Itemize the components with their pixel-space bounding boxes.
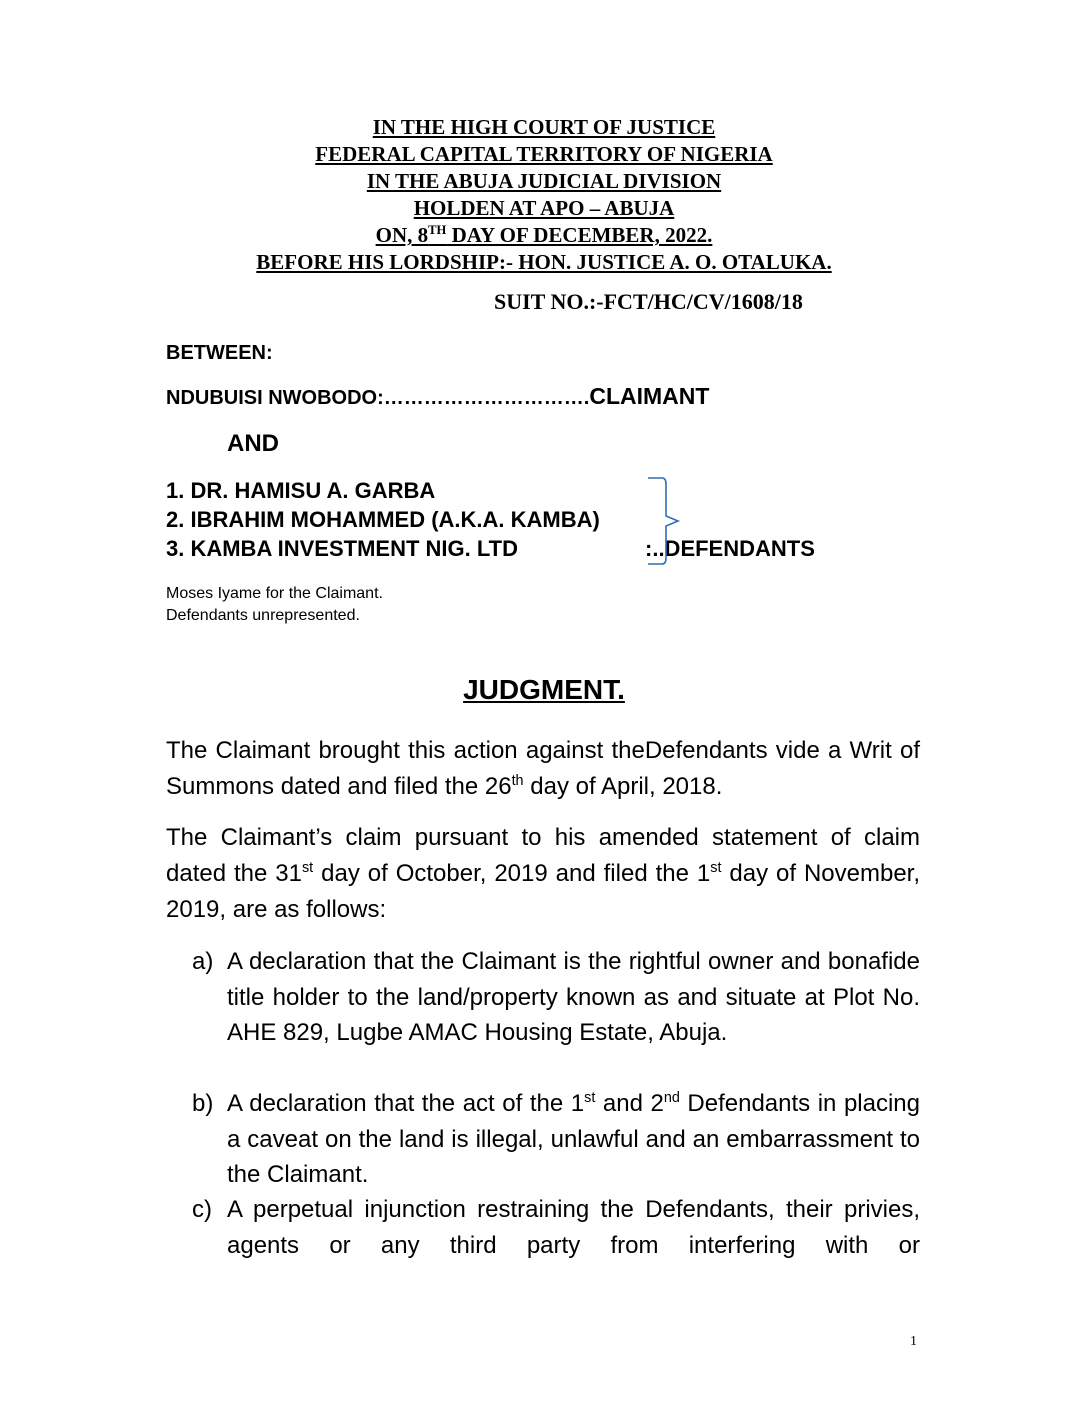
para2-text-a: The Claimant’s claim pursuant to his amended statement of claim dated the 31	[166, 824, 920, 887]
para2-ordinal-2: st	[710, 860, 722, 876]
page-number: 1	[910, 1334, 917, 1349]
claim-item-b-label: b)	[192, 1090, 214, 1117]
claim-item-c-text: A perpetual injunction restraining the Defendants, their privies, agents or any third party from interfering with or	[227, 1196, 920, 1259]
claim-item-c	[192, 1192, 920, 1263]
claimant-counsel: Moses Iyame for the Claimant.	[166, 585, 383, 602]
claim-item-b-text	[227, 1086, 920, 1193]
para1-text-b: day of April, 2018.	[523, 773, 723, 800]
court-territory-line: FEDERAL CAPITAL TERRITORY OF NIGERIA	[315, 142, 773, 166]
paragraph-intro	[166, 733, 920, 805]
court-title-line: IN THE HIGH COURT OF JUSTICE	[372, 115, 716, 139]
item-b-text-3: Defendants in placing a caveat on the land is illegal, unlawful and an embarrassment to the Claimant.	[227, 1090, 920, 1188]
date-suffix: DAY OF DECEMBER, 2022.	[446, 223, 713, 247]
date-ordinal: TH	[428, 223, 447, 237]
paragraph-claims	[166, 820, 920, 928]
claimant-role: CLAIMANT	[589, 383, 710, 409]
defendants-representation: Defendants unrepresented.	[166, 607, 360, 624]
para1-text-a: The Claimant brought this action against theDefendants vide a Writ of Summons dated and filed the 26	[166, 737, 920, 800]
claimant-name: NDUBUISI NWOBODO:………………………….	[166, 387, 590, 409]
claimant-line	[166, 383, 709, 410]
and-label: AND	[227, 430, 279, 457]
item-b-text-1: A declaration that the act of the 1	[227, 1090, 585, 1117]
court-before-line: BEFORE HIS LORDSHIP:- HON. JUSTICE A. O. OTALUKA.	[256, 250, 832, 274]
para2-text-c: day of November, 2019, are as follows:	[166, 860, 921, 923]
item-b-text-2: and 2	[595, 1090, 664, 1117]
defendant-2: 2. IBRAHIM MOHAMMED (A.K.A. KAMBA)	[166, 507, 600, 532]
para2-text-b: day of October, 2019 and filed the 1	[313, 860, 711, 887]
claim-item-a	[192, 944, 920, 1051]
court-date-line	[0, 222, 1088, 248]
claim-item-a-label: a)	[192, 948, 214, 975]
para1-ordinal: th	[511, 773, 524, 789]
defendant-1: 1. DR. HAMISU A. GARBA	[166, 478, 436, 503]
date-prefix: ON, 8	[375, 223, 429, 247]
item-b-ordinal-2: nd	[663, 1090, 680, 1106]
court-holden-line: HOLDEN AT APO – ABUJA	[413, 196, 675, 220]
item-b-ordinal-1: st	[584, 1090, 596, 1106]
defendants-role: :..DEFENDANTS	[645, 536, 815, 561]
claim-item-c-label: c)	[192, 1196, 212, 1223]
court-division-line: IN THE ABUJA JUDICIAL DIVISION	[366, 169, 722, 193]
para2-ordinal-1: st	[301, 860, 314, 876]
claim-item-b	[192, 1086, 920, 1193]
claim-item-a-text: A declaration that the Claimant is the rightful owner and bonafide title holder to the land/property known as and situate at Plot No. AHE 829, Lugbe AMAC Housing Estate, Abuja.	[227, 948, 920, 1046]
suit-number: SUIT NO.:-FCT/HC/CV/1608/18	[494, 289, 803, 314]
between-label: BETWEEN:	[166, 342, 273, 364]
defendant-3: 3. KAMBA INVESTMENT NIG. LTD	[166, 536, 518, 561]
judgment-title: JUDGMENT.	[463, 674, 625, 705]
bracket-icon	[640, 474, 690, 570]
